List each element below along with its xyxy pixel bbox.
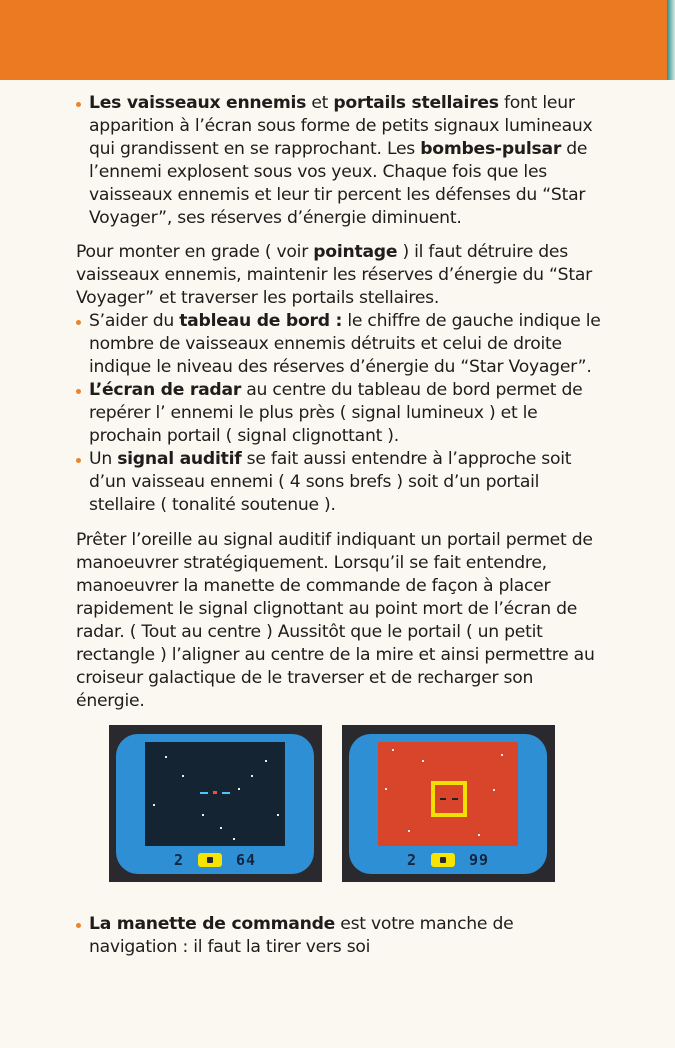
energy-level: 99 <box>468 851 490 869</box>
term-scoring: pointage <box>313 242 398 262</box>
main-text <box>76 92 604 713</box>
dashboard <box>349 850 547 870</box>
paragraph-strategy <box>76 529 604 713</box>
star <box>238 788 240 790</box>
paragraph-audio-signal <box>76 448 604 517</box>
star <box>478 834 480 836</box>
header-banner <box>0 0 667 80</box>
radar-icon <box>431 853 455 867</box>
term-joystick: La manette de commande <box>89 914 336 934</box>
tv-frame <box>349 734 547 874</box>
crosshair-right <box>222 792 230 794</box>
term-pulsar-bombs: bombes-pulsar <box>420 139 562 159</box>
star <box>153 804 155 806</box>
dashboard <box>116 850 314 870</box>
portal-view <box>378 742 518 846</box>
screenshot-portal-view <box>342 725 555 882</box>
text: est votre manche de navigation : il faut la tirer vers soi <box>89 914 514 957</box>
text: et <box>306 93 334 113</box>
crosshair-left <box>200 792 208 794</box>
term-radar: L’écran de radar <box>89 380 242 400</box>
banner-edge <box>667 0 675 80</box>
paragraph-joystick <box>76 913 604 959</box>
text: se fait aussi entendre à l’approche soit d’un vaisseau ennemi ( 4 sons brefs ) soit d’un portail stellaire ( tonalité soutenue ). <box>89 449 572 515</box>
star <box>165 756 167 758</box>
screenshot-space-view <box>109 725 322 882</box>
star <box>493 789 495 791</box>
star <box>233 838 235 840</box>
paragraph-dashboard <box>76 310 604 379</box>
enemies-destroyed-count: 2 <box>173 851 184 869</box>
star <box>277 814 279 816</box>
term-enemy-ships: Les vaisseaux ennemis <box>89 93 307 113</box>
energy-level: 64 <box>235 851 257 869</box>
text: S’aider du <box>89 311 180 331</box>
text: au centre du tableau de bord permet de repérer l’ ennemi le plus près ( signal lumineux ) et le prochain portail ( signal clignottant ). <box>89 380 583 446</box>
text: font leur apparition à l’écran sous forme de petits signaux lumineaux qui grandissent en se rapprochant. Les <box>89 93 593 159</box>
enemies-destroyed-count: 2 <box>406 851 417 869</box>
space-view <box>145 742 285 846</box>
bottom-text <box>76 913 604 959</box>
star <box>182 775 184 777</box>
text: Pour monter en grade ( voir <box>76 242 314 262</box>
star <box>501 754 503 756</box>
text: le chiffre de gauche indique le nombre de vaisseaux ennemis détruits et celui de droite indique le niveau des réserves d’énergie du “Star Voyager”. <box>89 311 601 377</box>
star <box>422 760 424 762</box>
star-portal <box>431 781 467 817</box>
term-dashboard: tableau de bord : <box>179 311 343 331</box>
star <box>265 760 267 762</box>
text: ) il faut détruire des vaisseaux ennemis, maintenir les réserves d’énergie du “Star Voyager” et traverser les portails stellaires. <box>76 242 592 308</box>
term-audio-signal: signal auditif <box>117 449 242 469</box>
paragraph-rank <box>76 241 604 310</box>
enemy-ship <box>213 791 217 794</box>
paragraph-radar <box>76 379 604 448</box>
star <box>408 830 410 832</box>
tv-frame <box>116 734 314 874</box>
paragraph-enemy-ships <box>76 92 604 230</box>
radar-icon <box>198 853 222 867</box>
star <box>392 749 394 751</box>
term-star-portals: portails stellaires <box>333 93 499 113</box>
star <box>220 827 222 829</box>
star <box>385 788 387 790</box>
star <box>251 775 253 777</box>
text: Prêter l’oreille au signal auditif indiquant un portail permet de manoeuvrer stratégiquement. Lorsqu’il se fait entendre, manoeuvrer la manette de commande de façon à placer rapidement le signal clignottant au point mort de l’écran de radar. ( Tout au centre ) Aussitôt que le portail ( un petit rectangle ) l’aligner au centre de la mire et ainsi permettre au croiseur galactique de le traverser et de recharger son énergie. <box>76 530 595 711</box>
crosshair-right <box>452 798 458 800</box>
crosshair-left <box>440 798 446 800</box>
text: de l’ennemi explosent sous vos yeux. Chaque fois que les vaisseaux ennemis et leur tir percent les défenses du “Star Voyager”, ses réserves d’énergie diminuent. <box>89 139 588 228</box>
star <box>202 814 204 816</box>
text: Un <box>89 449 118 469</box>
